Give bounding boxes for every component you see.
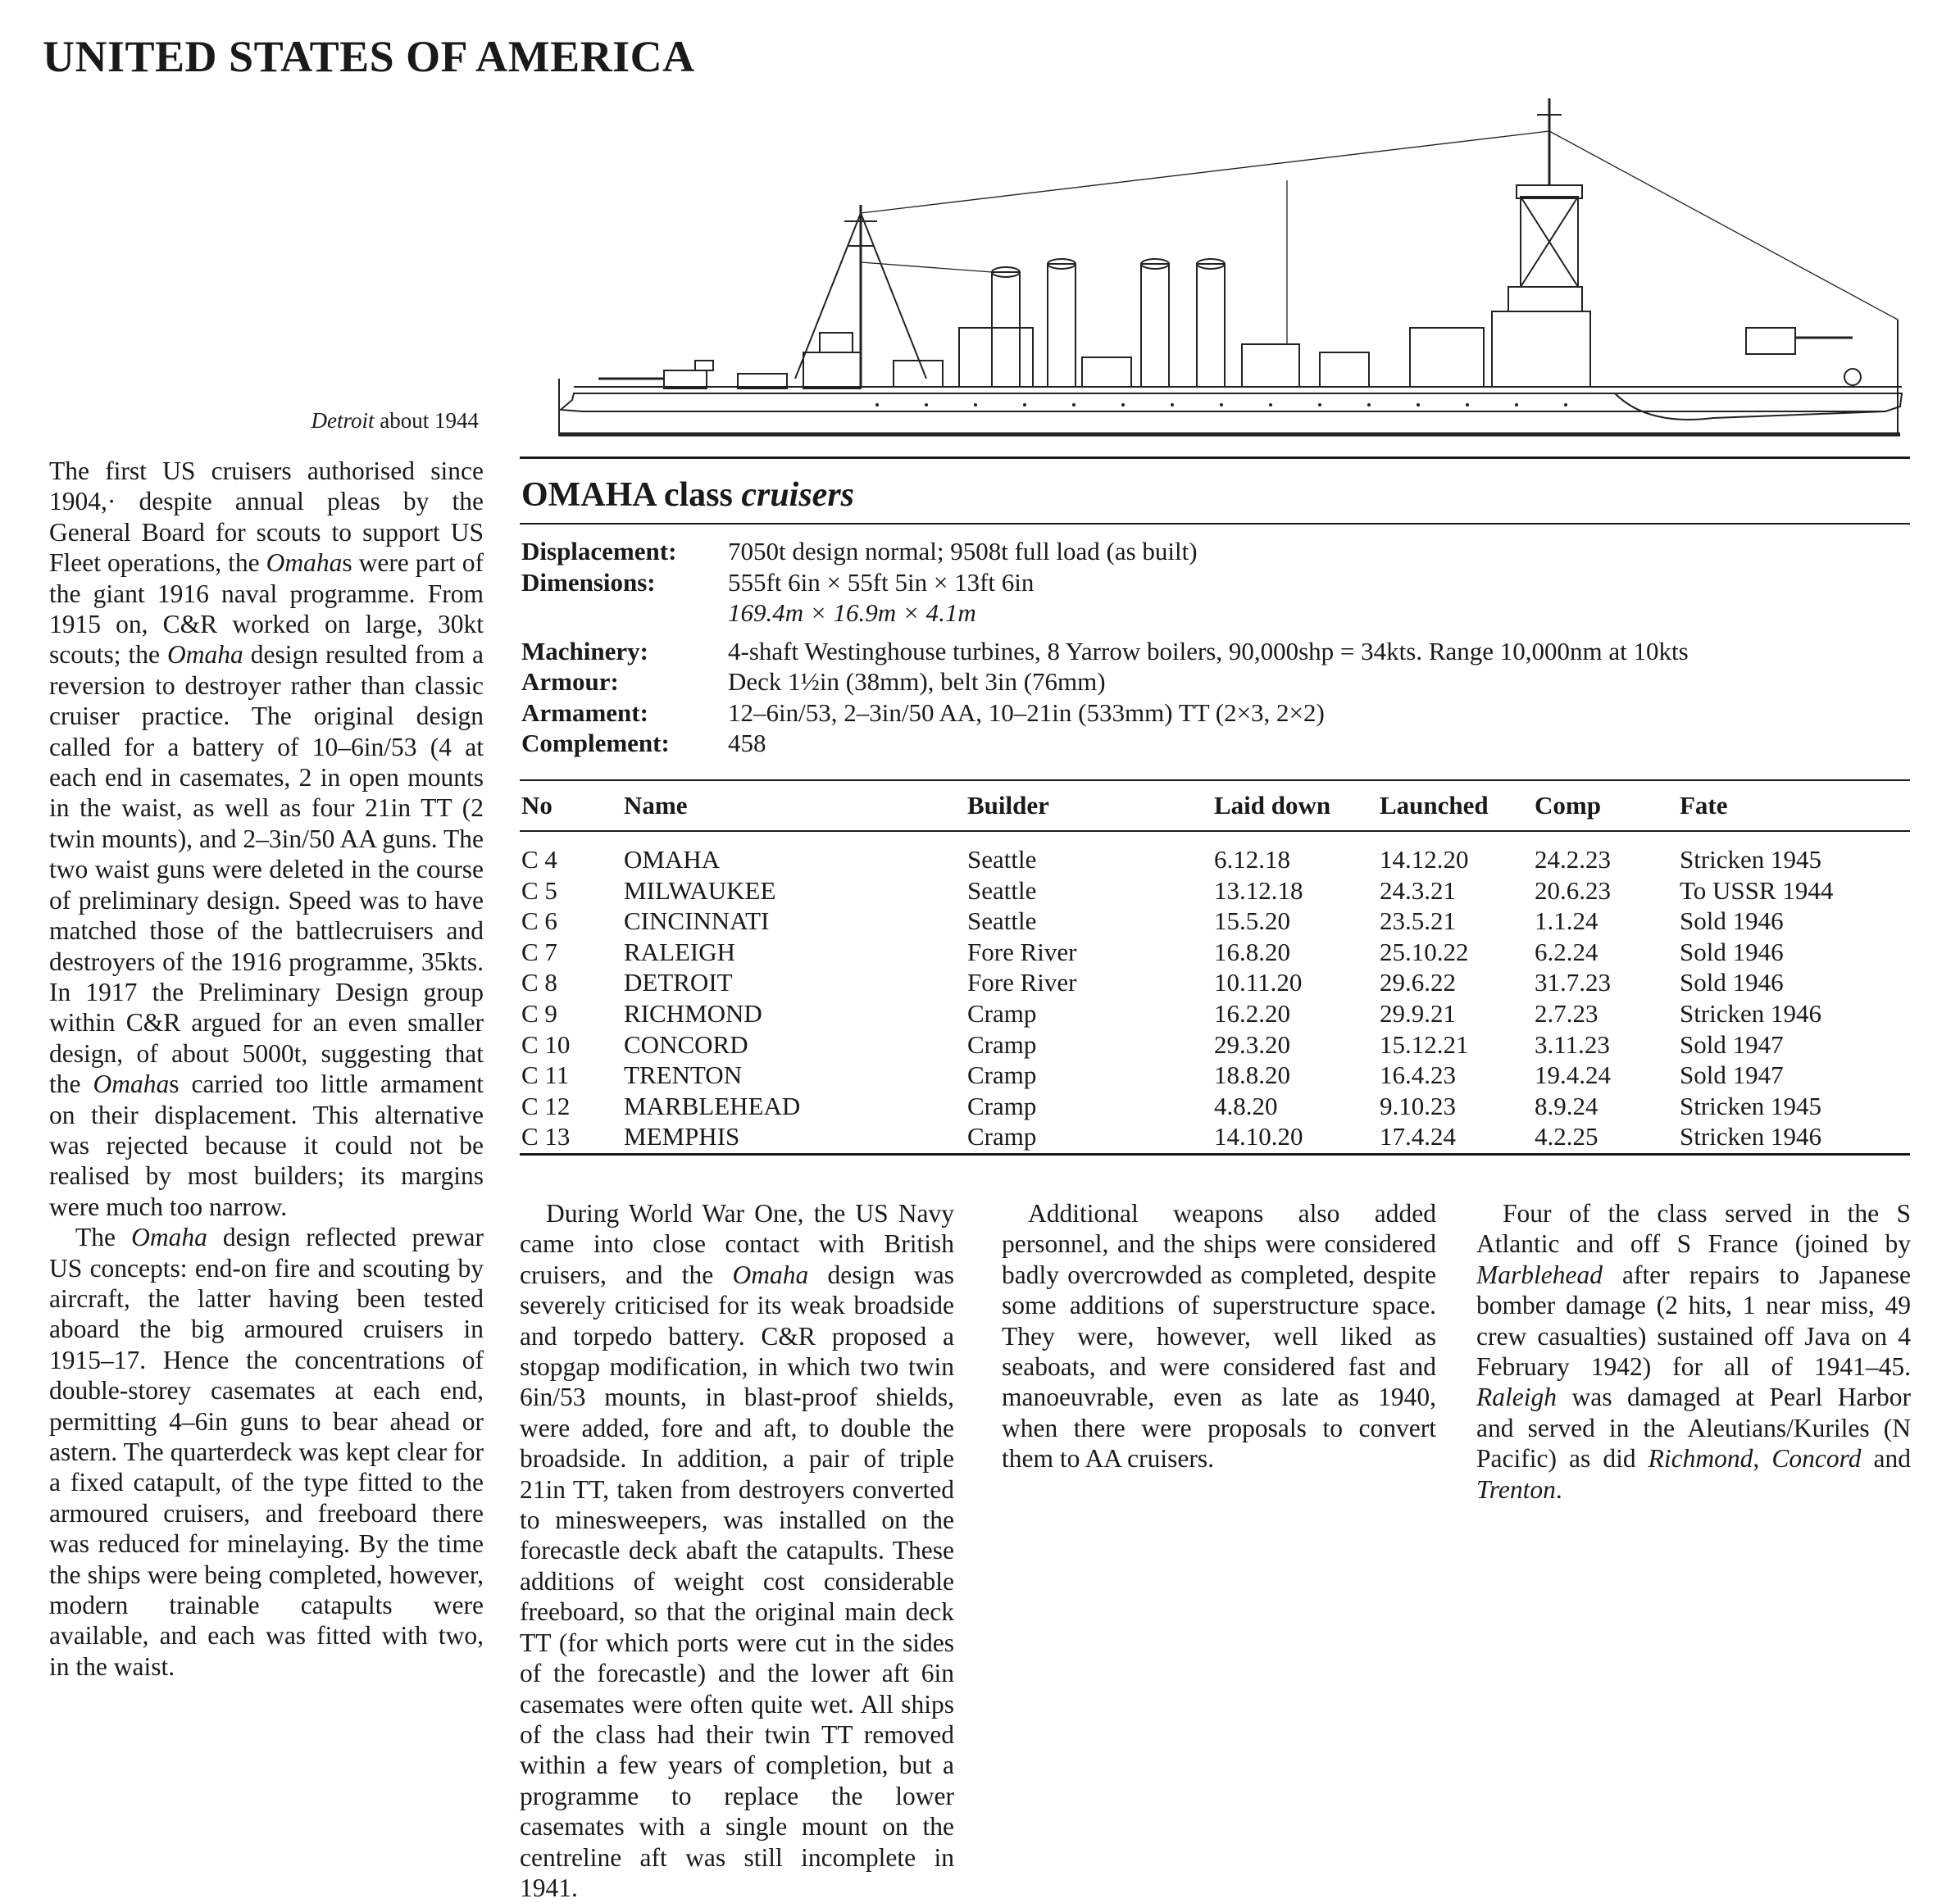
cell-laid-down: 29.3.20: [1214, 1029, 1290, 1059]
cell-no: C 13: [521, 1122, 571, 1151]
cell-no: C 9: [521, 998, 557, 1028]
cell-launched: 9.10.23: [1380, 1091, 1456, 1120]
design-paragraph-start: The Omaha design reflected prewar US concepts: end-on fire and scouting by aircraft, the latter having been tested aboard the big armoured cruisers in 1915–17. Hence the concentrations of double-storey casemates at each end, permitting 4–6in guns to bear ahead or astern. The quarterdeck was kept clear for a fixed catapult, of the type fitted to the armoured cruisers, and freeboard there was reduced for minelaying. By the time the ships were being completed, however, modern trainable catapults were available, and each was fitted with two, in the waist.: [49, 1223, 484, 1681]
spec-armament: Armament: 12–6in/53, 2–3in/50 AA, 10–21in (533mm) TT (2×3, 2×2): [521, 697, 1325, 727]
cell-launched: 14.12.20: [1380, 845, 1469, 874]
cell-launched: 25.10.22: [1380, 937, 1469, 966]
cell-fate: Stricken 1945: [1680, 845, 1822, 874]
cell-name: TRENTON: [624, 1061, 743, 1090]
section-rule-top: [520, 456, 1910, 459]
cell-name: DETROIT: [624, 968, 733, 997]
cell-no: C 10: [521, 1029, 571, 1059]
cell-builder: Cramp: [967, 1122, 1037, 1151]
cell-launched: 29.9.21: [1380, 998, 1456, 1028]
cell-no: C 7: [521, 937, 557, 966]
cell-launched: 16.4.23: [1380, 1061, 1456, 1090]
cell-launched: 24.3.21: [1380, 875, 1456, 905]
wartime-paragraph: During World War One, the US Navy came into close contact with British cruisers, and the Omaha design was severely criticised for its weak broadside and torpedo battery. C&R proposed a stopgap modification, in which two twin 6in/53 mounts, in blast-proof shields, were added, fore and aft, to double the broadside. In addition, a pair of triple 21in TT, taken from destroyers converted to minesweepers, was installed on the forecastle deck abaft the catapults. These additions of weight cost considerable freeboard, so that the original main deck TT (for which ports were cut in the sides of the forecastle) and the lower aft 6in casemates were often quite wet. All ships of the class had their twin TT removed within a few years of completion, but a programme to replace the lower casemates with a single mount on the centreline aft was still incomplete in 1941.: [520, 1199, 954, 1902]
cell-laid-down: 18.8.20: [1214, 1061, 1290, 1090]
cell-name: CONCORD: [624, 1029, 748, 1059]
body-column-1: [49, 456, 484, 1682]
cell-launched: 29.6.22: [1380, 968, 1456, 997]
specifications: [521, 536, 1912, 759]
cell-laid-down: 16.2.20: [1214, 998, 1290, 1028]
cell-comp: 19.4.24: [1535, 1061, 1611, 1090]
spec-displacement: Displacement: 7050t design normal; 9508t full load (as built): [521, 537, 1198, 565]
cell-laid-down: 14.10.20: [1214, 1122, 1303, 1151]
cell-builder: Fore River: [967, 937, 1077, 966]
page-title: UNITED STATES OF AMERICA: [43, 32, 695, 81]
cell-comp: 2.7.23: [1535, 998, 1598, 1028]
cell-comp: 4.2.25: [1535, 1122, 1598, 1151]
cell-fate: Sold 1947: [1680, 1029, 1784, 1059]
cell-laid-down: 10.11.20: [1214, 968, 1303, 997]
cell-name: MEMPHIS: [624, 1122, 740, 1151]
cell-fate: Sold 1946: [1680, 906, 1784, 936]
cell-builder: Fore River: [967, 968, 1077, 997]
cell-builder: Cramp: [967, 1091, 1037, 1120]
cell-fate: Stricken 1945: [1680, 1091, 1822, 1120]
cell-name: MARBLEHEAD: [624, 1091, 801, 1120]
cell-comp: 6.2.24: [1535, 937, 1598, 966]
cell-fate: Sold 1947: [1680, 1061, 1784, 1090]
class-title: OMAHA class cruisers: [521, 476, 855, 514]
spec-complement: Complement: 458: [521, 729, 766, 757]
intro-paragraph: The first US cruisers authorised since 1904,· despite annual pleas by the General Board for scouts to support US Fleet operations, the Omahas were part of the giant 1916 naval programme. From 1915 on, C&R worked on large, 30kt scouts; the Omaha design resulted from a reversion to destroyer rather than classic cruiser practice. The original design called for a battery of 10–6in/53 (4 at each end in casemates, 2 in open mounts in the waist, as well as four 21in TT (2 twin mounts), and 2–3in/50 AA guns. The two waist guns were deleted in the course of preliminary design. Speed was to have matched those of the battlecruisers and destroyers of the 1916 programme, 35kts. In 1917 the Preliminary Design group within C&R argued for an even smaller design, of about 5000t, suggesting that the Omahas carried too little armament on their displacement. This alternative was rejected because it could not be realised by most builders; its margins were much too narrow.: [49, 456, 484, 1221]
cell-no: C 6: [521, 906, 557, 936]
cell-fate: Sold 1946: [1680, 937, 1784, 966]
cell-launched: 23.5.21: [1380, 906, 1456, 936]
body-column-3: [1002, 1198, 1436, 1474]
table-rule-top: [520, 779, 1910, 781]
cell-fate: Sold 1946: [1680, 968, 1784, 997]
cell-no: C 11: [521, 1061, 570, 1090]
cell-builder: Cramp: [967, 1029, 1037, 1059]
illustration-caption: Detroit about 1944: [311, 408, 479, 433]
cell-laid-down: 15.5.20: [1214, 906, 1290, 936]
cell-laid-down: 13.12.18: [1214, 875, 1303, 905]
cell-laid-down: 6.12.18: [1214, 845, 1290, 874]
cell-name: CINCINNATI: [624, 906, 770, 936]
cell-comp: 3.11.23: [1535, 1029, 1610, 1059]
body-column-4: [1476, 1198, 1911, 1505]
spec-machinery: Machinery: 4-shaft Westinghouse turbines, 8 Yarrow boilers, 90,000shp = 34kts. Range 10,000nm at 10kts: [521, 636, 1689, 665]
cell-builder: Cramp: [967, 998, 1037, 1028]
cell-name: OMAHA: [624, 845, 721, 874]
cell-comp: 31.7.23: [1535, 968, 1611, 997]
cell-no: C 4: [521, 845, 557, 874]
cell-laid-down: 16.8.20: [1214, 937, 1290, 966]
cell-name: RICHMOND: [624, 998, 762, 1028]
body-column-2: [520, 1198, 954, 1903]
table-rule-header: [520, 830, 1910, 832]
spec-dimensions: Dimensions: 555ft 6in × 55ft 5in × 13ft 6in 169.4m × 16.9m × 4.1m: [521, 567, 1035, 627]
cell-builder: Cramp: [967, 1061, 1037, 1090]
personnel-paragraph: Additional weapons also added personnel, and the ships were considered badly overcrowded as completed, despite some additions of superstructure space. They were, however, well liked as seaboats, and were considered fast and manoeuvrable, even as late as 1940, when there were proposals to convert them to AA cruisers.: [1002, 1199, 1436, 1474]
cell-fate: Stricken 1946: [1680, 1122, 1822, 1151]
cell-launched: 17.4.24: [1380, 1122, 1456, 1151]
cell-name: RALEIGH: [624, 937, 736, 966]
cell-comp: 20.6.23: [1535, 875, 1611, 905]
spec-armour: Armour: Deck 1½in (38mm), belt 3in (76mm): [521, 667, 1106, 696]
cell-comp: 8.9.24: [1535, 1091, 1598, 1120]
cell-no: C 5: [521, 875, 557, 905]
section-rule-title: [520, 523, 1910, 525]
cell-fate: Stricken 1946: [1680, 998, 1822, 1028]
cell-no: C 8: [521, 968, 557, 997]
cell-launched: 15.12.21: [1380, 1029, 1469, 1059]
cell-name: MILWAUKEE: [624, 875, 776, 905]
cell-builder: Seattle: [967, 845, 1037, 874]
cell-comp: 24.2.23: [1535, 845, 1611, 874]
cell-comp: 1.1.24: [1535, 906, 1598, 936]
cell-builder: Seattle: [967, 875, 1037, 905]
ship-profile-drawing: [549, 82, 1910, 443]
table-rule-bottom: [520, 1153, 1910, 1156]
cell-builder: Seattle: [967, 906, 1037, 936]
cell-no: C 12: [521, 1091, 571, 1120]
service-paragraph: Four of the class served in the S Atlantic and off S France (joined by Marblehead after repairs to Japanese bomber damage (2 hits, 1 near miss, 49 crew casualties) sustained off Java on 4 February 1942) for all of 1941–45. Raleigh was damaged at Pearl Harbor and served in the Aleutians/Kuriles (N Pacific) as did Richmond, Concord and Trenton.: [1476, 1199, 1912, 1504]
cell-laid-down: 4.8.20: [1214, 1091, 1278, 1120]
cell-fate: To USSR 1944: [1680, 875, 1834, 905]
